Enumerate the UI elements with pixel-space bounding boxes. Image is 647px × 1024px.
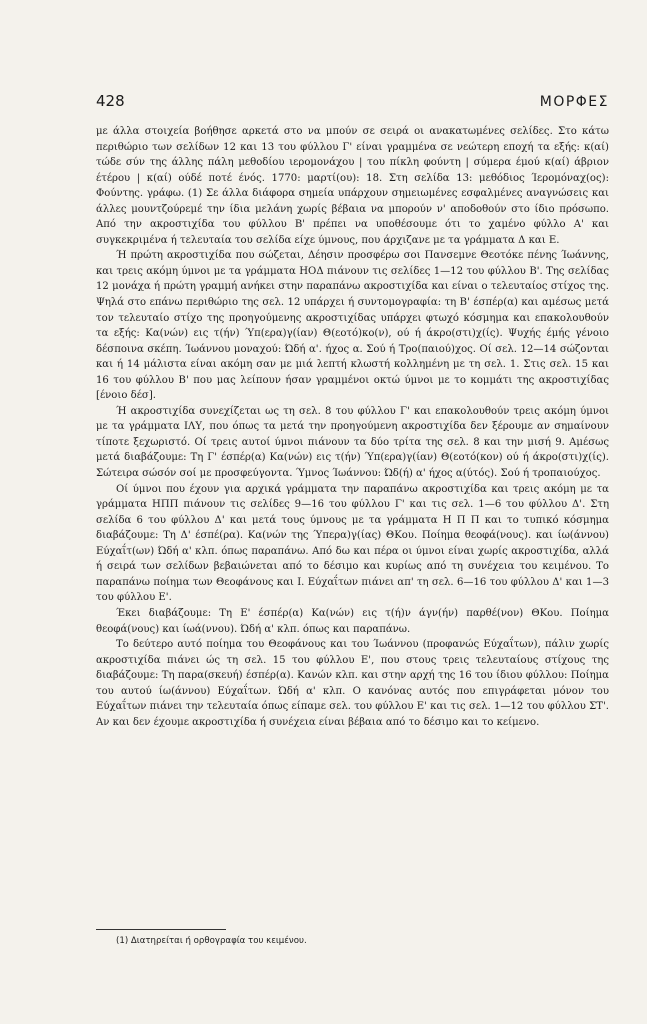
paragraph-1: με άλλα στοιχεία βοήθησε αρκετά στο να μπούν σε σειρά οι ανακατωμένες σελίδες. Στο κάτω περιθώριο των σελίδων 12 και 13 του φύλλου Γ' είναι γραμμένα σε νεώτερη εποχή τα εξής: κ(αί) τώδε σύν της άλλης πάλη μεθοδίου ιερομονάχου | του πίκλη φούντη | σύμερα έμού κ(αί) άβριον έτέρου | κ(αί) ούδέ ποτέ ένός. 1770: μαρτί(ου): 18. Στη σελίδα 13: μεθόδιος Ίερομόναχ(ος): Φούντης. γράφω. (1) Σε άλλα διάφορα σημεία υπάρχουν σημειωμένες εσφαλμένες αναγνώσεις και άλλες μουντζούρεμέ την ίδια μελάνη χωρίς βέβαια να μπορούν ν' αποδοθούν στο ίδιο πρόσωπο. Από την ακροστιχίδα του φύλλου Β' πρέπει να υποθέσουμε ότι το χαμένο φύλλο Α' και συγκεκριμένα ή τελευταία του σελίδα είχε ύμνους, που άρχιζανε με τα γράμματα Δ και Ε. <box>96 126 609 246</box>
running-head: ΜΟΡΦΕΣ <box>539 94 609 110</box>
paragraph-3: Ή ακροστιχίδα συνεχίζεται ως τη σελ. 8 του φύλλου Γ' και επακολουθούν τρεις ακόμη ύμνοι με τα γράμματα ΙΛΥ, που όπως τα μετά την προηγούμενη ακροστιχίδα δεν ξέρουμε αν σημαίνουν τίποτε ξεχωριστό. Οί τρεις αυτοί ύμνοι πιάνουν τα δύο τρίτα της σελ. 8 και την μισή 9. Αμέσως μετά διαβάζουμε: Τη Γ' έσπέρ(α) Κα(νών) εις τ(ήν) Ύπ(ερα)γ(ίαν) Θ(εοτό(κον) ού ή άκρο(στι)χ(ίς). Σώτειρα σώσόν σοί με προσφεύγοντα. Ύμνος Ίωάννου: Ώδ(ή) α' ήχος α(ύτός). Σού ή τροπαιούχος. <box>96 405 609 480</box>
paragraph-2: Ή πρώτη ακροστιχίδα που σώζεται, Δέησιν προσφέρω σοι Πανσεμνε Θεοτόκε πένης Ίωάννης, και τρεις ακόμη ύμνοι με τα γράμματα ΗΟΔ πιάνουν τις σελίδες 1—12 του φύλλου Β'. Της σελίδας 12 μονάχα ή πρώτη γραμμή ανήκει στην παραπάνω ακροστιχίδα και είναι ο τελευταίος στίχος της. Ψηλά στο επάνω περιθώριο της σελ. 12 υπάρχει ή συντομογραφία: τη Β' έσπέρ(α) και αμέσως μετά τον τελευταίο στίχο της προηγούμενης ακροστιχίδας υπάρχει φτωχό κόσμημα και επακολουθούν τα εξής: Κα(νών) εις τ(ήν) Ύπ(ερα)γ(ίαν) Θ(εοτό)κο(ν), ού ή άκρο(στι)χ(ίς). Ψυχής έμής γένοιο δέσποινα σκέπη. Ίωάννου μοναχού: Ώδή α'. ήχος α. Σού ή Τρο(παιού)χος. Οί σελ. 12—14 σώζονται και ή 14 μάλιστα είναι ακόμη σαν με μιά λεπτή κλωστή κολλημένη με τη σελ. 1. Στις σελ. 15 και 16 του φύλλου Β' που μας λείπουν ήσαν γραμμένοι οκτώ ύμνοι με το κομμάτι της ακροστιχίδας [ένοιο δέσ]. <box>96 250 609 402</box>
page-header <box>96 86 609 110</box>
body-text <box>96 124 609 730</box>
footnote: (1) Διατηρείται ή ορθογραφία του κειμένου. <box>116 936 307 946</box>
page-number: 428 <box>96 92 125 110</box>
paragraph-6: Το δεύτερο αυτό ποίημα του Θεοφάνους και του Ίωάννου (προφανώς Εύχαΐτων), πάλιν χωρίς ακροστιχίδα πιάνει ώς τη σελ. 15 του φύλλου Ε', που στους τρεις τελευταίους στίχους της διαβάζουμε: Τη παρα(σκευή) έσπέρ(α). Κανών κλπ. και στην αρχή της 16 του ίδιου φύλλου: Ποίημα του αυτού ίω(άννου) Εύχαΐτων. Ώδή α' κλπ. Ο κανόνας αυτός που επιγράφεται μόνον του Εύχαΐτων πιάνει την τελευταία όπως είπαμε σελ. του φύλλου Ε' και τις σελ. 1—12 του φύλλου ΣΤ'. Αν και δεν έχουμε ακροστιχίδα ή συνέχεια είναι βέβαια από το δέσιμο και το κείμενο. <box>96 639 609 728</box>
footnote-divider <box>96 929 226 930</box>
paragraph-5: Έκει διαβάζουμε: Τη Ε' έσπέρ(α) Κα(νών) εις τ(ή)ν άγν(ήν) παρθέ(νον) ΘΚου. Ποίημα θεοφά(νους) και ίωά(ννου). Ώδή α' κλπ. όπως και παραπάνω. <box>96 607 609 635</box>
paragraph-4: Οί ύμνοι που έχουν για αρχικά γράμματα την παραπάνω ακροστιχίδα και τρεις ακόμη με τα γράμματα ΗΠΠ πιάνουν τις σελίδες 9—16 του φύλλου Γ' και τις σελ. 1—6 του φύλλου Δ'. Στη σελίδα 6 του φύλλου Δ' και μετά τους ύμνους με τα γράμματα Η Π Π και το τυπικό κόσμημα διαβάζουμε: Τη Δ' έσπέ(ρα). Κα(νών της Ύπερα)γ(ίας) ΘΚου. Ποίημα θεοφά(νους). και ίω(άννου) Εύχαΐτ(ων) Ώδή α' κλπ. όπως παραπάνω. Από δω και πέρα οι ύμνοι είναι χωρίς ακροστιχίδα, αλλά ή σειρά των σελίδων βεβαιώνεται από το δέσιμο και κυρίως από τη συνέχεια του κειμένου. Το παραπάνω ποίημα των Θεοφάνους και Ι. Εύχαΐτων πιάνει απ' τη σελ. 6—16 του φύλλου Δ' και 1—3 του φύλλου Ε'. <box>96 483 609 604</box>
